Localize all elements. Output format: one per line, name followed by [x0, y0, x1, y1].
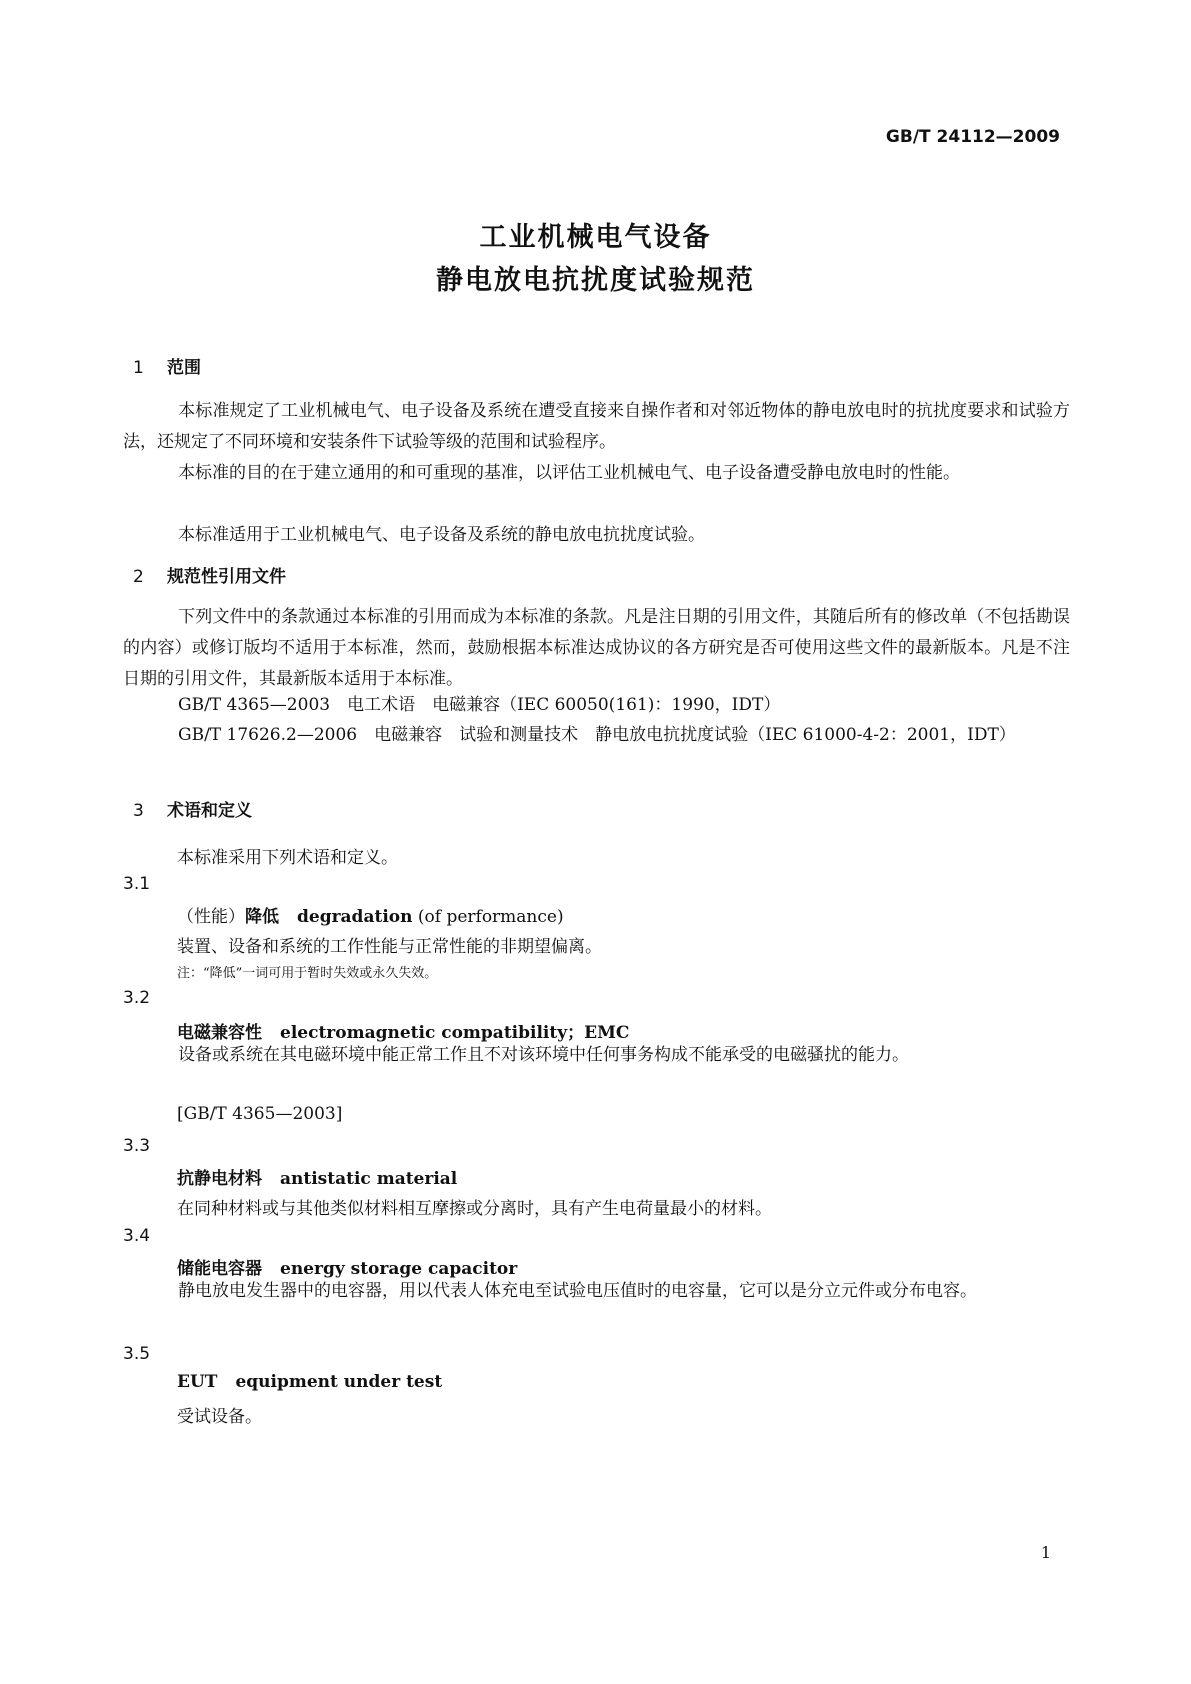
document-title-line2: 静电放电抗扰度试验规范	[436, 265, 755, 296]
reference-2: GB/T 17626.2—2006 电磁兼容 试验和测量技术 静电放电抗扰度试验（IEC 61000-4-2：2001，IDT）	[178, 725, 1016, 745]
section-title: 规范性引用文件	[167, 567, 286, 587]
term-definition: 装置、设备和系统的工作性能与正常性能的非期望偏离。	[177, 937, 602, 957]
section-3-heading	[133, 796, 252, 821]
section-title: 范围	[167, 358, 201, 378]
standard-code: GB/T 24112—2009	[885, 127, 1060, 147]
clause-number: 3.5	[123, 1344, 151, 1364]
section-number: 1	[133, 358, 144, 378]
section-number: 2	[133, 567, 144, 587]
paragraph: 本标准的目的在于建立通用的和可重现的基准，以评估工业机械电气、电子设备遭受静电放电时的性能。	[178, 463, 960, 483]
paragraph: 本标准规定了工业机械电气、电子设备及系统在遭受直接来自操作者和对邻近物体的静电放电时的抗扰度要求和试验方法，还规定了不同环境和安装条件下试验等级的范围和试验程序。	[123, 401, 1070, 452]
document-title-line1: 工业机械电气设备	[479, 222, 712, 253]
term-definition: 受试设备。	[177, 1407, 262, 1427]
section-number: 3	[133, 801, 144, 821]
term-3-4: 储能电容器 energy storage capacitor	[177, 1259, 518, 1279]
paragraph: 下列文件中的条款通过本标准的引用而成为本标准的条款。凡是注日期的引用文件，其随后所有的修改单（不包括勘误的内容）或修订版均不适用于本标准，然而，鼓励根据本标准达成协议的各方研究是否可使用这些文件的最新版本。凡是不注日期的引用文件，其最新版本适用于本标准。	[123, 607, 1070, 689]
term-definition: 设备或系统在其电磁环境中能正常工作且不对该环境中任何事务构成不能承受的电磁骚扰的能力。	[178, 1045, 909, 1065]
clause-number: 3.2	[123, 988, 151, 1008]
term-3-1: （性能）降低 degradation (of performance)	[177, 907, 564, 927]
section-2-heading	[133, 562, 286, 587]
section-3-intro: 本标准采用下列术语和定义。	[177, 848, 398, 868]
paragraph: 本标准适用于工业机械电气、电子设备及系统的静电放电抗扰度试验。	[178, 525, 705, 545]
reference-1: GB/T 4365—2003 电工术语 电磁兼容（IEC 60050(161)：1990，IDT）	[178, 695, 781, 715]
term-note: 注：“降低”一词可用于暂时失效或永久失效。	[177, 966, 438, 981]
term-3-5: EUT equipment under test	[177, 1372, 443, 1392]
term-definition: 在同种材料或与其他类似材料相互摩擦或分离时，具有产生电荷量最小的材料。	[177, 1199, 772, 1219]
section-1-heading	[133, 353, 201, 378]
clause-number: 3.3	[123, 1136, 151, 1156]
section-title: 术语和定义	[167, 801, 252, 821]
clause-number: 3.1	[123, 874, 151, 894]
term-3-2: 电磁兼容性 electromagnetic compatibility；EMC	[177, 1023, 630, 1043]
clause-number: 3.4	[123, 1226, 151, 1246]
term-source: [GB/T 4365—2003]	[177, 1104, 343, 1124]
page-number: 1	[1040, 1543, 1051, 1562]
term-3-3: 抗静电材料 antistatic material	[177, 1169, 458, 1189]
term-definition: 静电放电发生器中的电容器，用以代表人体充电至试验电压值时的电容量，它可以是分立元件或分布电容。	[178, 1281, 977, 1301]
